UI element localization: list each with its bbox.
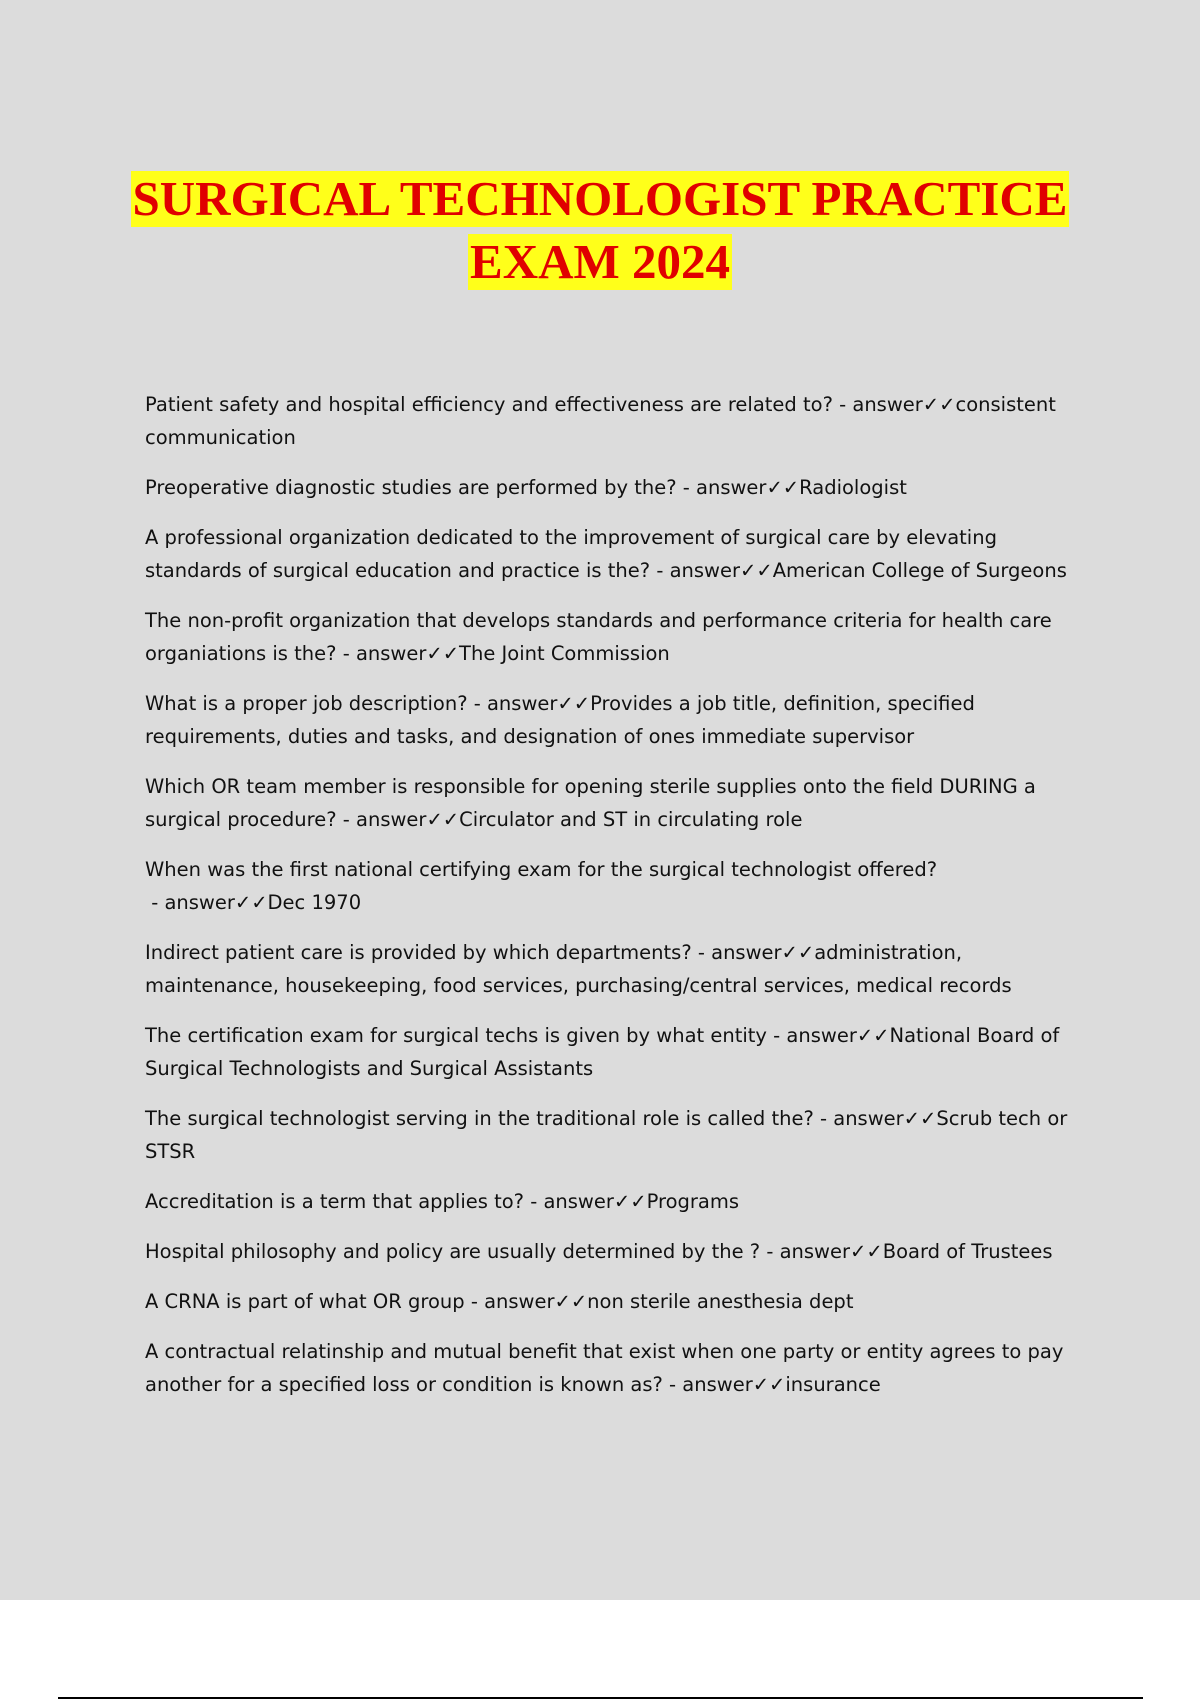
answer-text: Circulator and ST in circulating role xyxy=(459,808,803,831)
question-text: Hospital philosophy and policy are usually determined by the ? xyxy=(145,1240,761,1263)
document-title-line-2: EXAM 2024 xyxy=(470,234,730,289)
answer-text: Programs xyxy=(646,1190,740,1213)
question-text: Accreditation is a term that applies to? xyxy=(145,1190,525,1213)
separator: - xyxy=(467,692,487,715)
answer-marker: answer✓✓ xyxy=(164,891,268,914)
question-text: Preoperative diagnostic studies are performed by the? xyxy=(145,476,677,499)
question-text: Patient safety and hospital efficiency and effectiveness are related to? xyxy=(145,393,833,416)
question-text: A CRNA is part of what OR group xyxy=(145,1290,465,1313)
question-text: What is a proper job description? xyxy=(145,692,468,715)
separator: - xyxy=(336,642,356,665)
separator: - xyxy=(145,891,165,914)
document-title xyxy=(0,168,1200,294)
document-title-line-1: SURGICAL TECHNOLOGIST PRACTICE xyxy=(132,171,1068,226)
answer-marker: answer✓✓ xyxy=(682,1373,786,1396)
separator: - xyxy=(650,559,670,582)
question-text: Which OR team member is responsible for opening sterile supplies onto the field DURING a surgical procedure? xyxy=(145,775,1036,831)
qa-item xyxy=(145,471,1080,504)
answer-marker: answer✓✓ xyxy=(852,393,956,416)
answer-marker: answer✓✓ xyxy=(356,808,460,831)
qa-item xyxy=(145,1185,1080,1218)
answer-text: National Board of Surgical Technologists and Surgical Assistants xyxy=(145,1024,1060,1080)
answer-marker: answer✓✓ xyxy=(696,476,800,499)
answer-text: administration, maintenance, housekeeping, food services, purchasing/central services, medical records xyxy=(145,941,1012,997)
qa-item xyxy=(145,770,1080,836)
answer-text: insurance xyxy=(785,1373,881,1396)
separator: - xyxy=(691,941,712,964)
question-text: When was the first national certifying exam for the surgical technologist offered? xyxy=(145,858,938,881)
separator: - xyxy=(676,476,697,499)
qa-item xyxy=(145,1335,1080,1401)
answer-marker: answer✓✓ xyxy=(786,1024,890,1047)
qa-item xyxy=(145,604,1080,670)
answer-text: American College of Surgeons xyxy=(772,559,1067,582)
answer-text: Radiologist xyxy=(799,476,907,499)
answer-text: Provides a job title, definition, specified requirements, duties and tasks, and designation of ones immediate supervisor xyxy=(145,692,975,748)
question-text: The certification exam for surgical techs is given by what entity xyxy=(145,1024,767,1047)
qa-item xyxy=(145,1102,1080,1168)
answer-text: Scrub tech or STSR xyxy=(145,1107,1068,1163)
answer-marker: answer✓✓ xyxy=(711,941,815,964)
answer-text: Board of Trustees xyxy=(882,1240,1053,1263)
answer-marker: answer✓✓ xyxy=(355,642,460,665)
answer-text: non sterile anesthesia dept xyxy=(587,1290,854,1313)
separator: - xyxy=(662,1373,683,1396)
answer-marker: answer✓✓ xyxy=(779,1240,883,1263)
answer-marker: answer✓✓ xyxy=(486,692,591,715)
qa-item xyxy=(145,853,1080,919)
answer-marker: answer✓✓ xyxy=(669,559,773,582)
question-text: Indirect patient care is provided by which departments? xyxy=(145,941,692,964)
answer-marker: answer✓✓ xyxy=(833,1107,937,1130)
question-text: A contractual relatinship and mutual benefit that exist when one party or entity agrees to pay another for a specified loss or condition is known as? xyxy=(145,1340,1064,1396)
answer-marker: answer✓✓ xyxy=(543,1190,647,1213)
qa-item xyxy=(145,936,1080,1002)
question-text: The non-profit organization that develops standards and performance criteria for health care organiations is the? xyxy=(145,609,1052,665)
separator: - xyxy=(813,1107,834,1130)
separator: - xyxy=(766,1024,787,1047)
qa-item xyxy=(145,1019,1080,1085)
separator: - xyxy=(832,393,853,416)
separator: - xyxy=(760,1240,780,1263)
qa-item xyxy=(145,687,1080,753)
qa-item xyxy=(145,521,1080,587)
separator: - xyxy=(524,1190,544,1213)
question-text: A professional organization dedicated to the improvement of surgical care by elevating standards of surgical education and practice is the? xyxy=(145,526,997,582)
answer-text: Dec 1970 xyxy=(267,891,362,914)
separator: - xyxy=(464,1290,485,1313)
question-text: The surgical technologist serving in the traditional role is called the? xyxy=(145,1107,814,1130)
qa-item xyxy=(145,388,1080,454)
qa-item xyxy=(145,1285,1080,1318)
page-divider xyxy=(58,1697,1143,1699)
separator: - xyxy=(336,808,357,831)
question-answer-list xyxy=(145,388,1080,1418)
answer-text: The Joint Commission xyxy=(459,642,670,665)
qa-item xyxy=(145,1235,1080,1268)
answer-text: consistent communication xyxy=(145,393,1056,449)
answer-marker: answer✓✓ xyxy=(484,1290,588,1313)
